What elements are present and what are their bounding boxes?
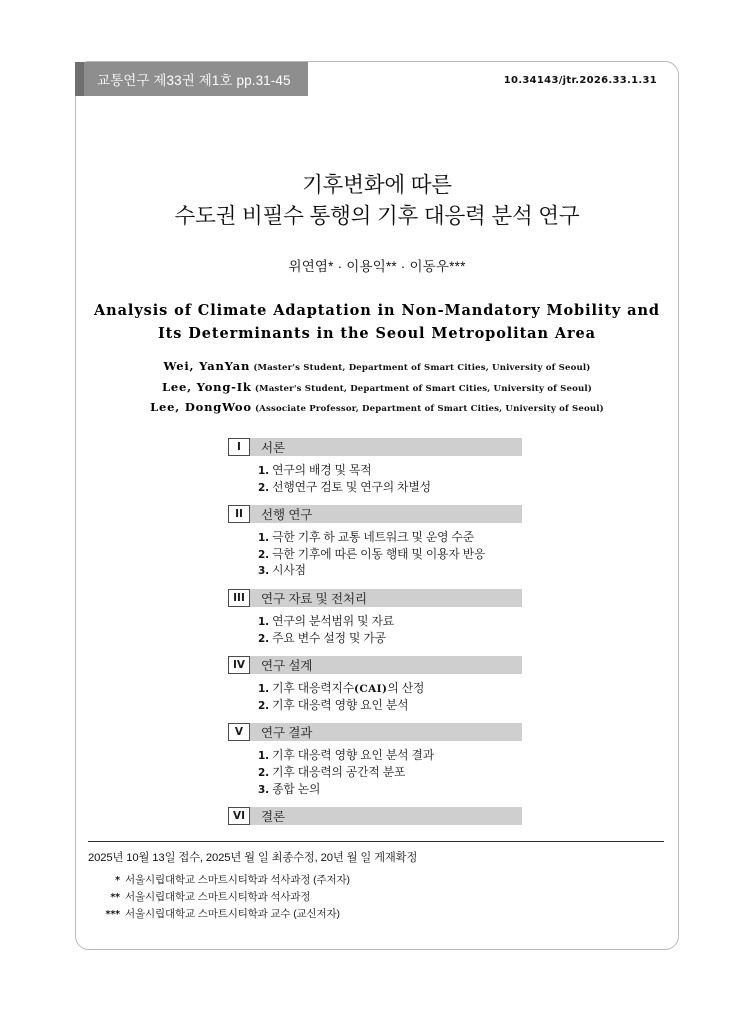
toc-section-title: 연구 결과 — [250, 723, 522, 741]
toc-subitem-index: 2. — [258, 766, 269, 779]
toc-subitem[interactable] — [258, 698, 522, 715]
english-title — [75, 299, 679, 345]
toc-subitem-index: 2. — [258, 481, 269, 494]
toc-section-numeral: V — [228, 723, 250, 741]
toc-subitem[interactable] — [258, 631, 522, 648]
toc-section — [228, 438, 522, 505]
toc-subitem-index: 1. — [258, 615, 269, 628]
english-author-name: Wei, YanYan — [163, 359, 251, 373]
english-author-name: Lee, DongWoo — [150, 400, 252, 414]
korean-authors: 위연염* · 이용익** · 이동우*** — [288, 259, 466, 274]
korean-title — [75, 170, 679, 232]
toc-section — [228, 723, 522, 807]
toc-subitem[interactable] — [258, 681, 522, 698]
footnote-row — [88, 906, 664, 923]
toc-subitem[interactable] — [258, 614, 522, 631]
toc-subitem-index: 2. — [258, 548, 269, 561]
toc-subitem-list — [228, 525, 522, 589]
toc-subitem[interactable] — [258, 563, 522, 580]
journal-reference: 교통연구 제33권 제1호 pp.31-45 — [97, 73, 291, 88]
footnote-marker: * — [115, 875, 120, 886]
toc-section-numeral: I — [228, 438, 250, 456]
toc-section-header[interactable] — [228, 723, 522, 741]
english-title-line-1: Analysis of Climate Adaptation in Non-Mandatory Mobility and — [94, 302, 660, 319]
toc-subitem-label: 시사점 — [269, 563, 306, 578]
toc-subitem[interactable] — [258, 782, 522, 799]
doi-text: 10.34143/jtr.2026.33.1.31 — [503, 75, 657, 86]
toc-subitem-label: 기후 대응력지수 — [269, 681, 354, 696]
toc-subitem-list — [228, 609, 522, 656]
toc-subitem-list — [228, 676, 522, 723]
korean-title-line-1: 기후변화에 따른 — [302, 173, 452, 197]
receipt-dates: 2025년 10월 13일 접수, 2025년 월 일 최종수정, 20년 월 일 게재확정 — [88, 852, 418, 864]
toc-subitem-label: 종합 논의 — [269, 781, 321, 796]
toc-section-header[interactable] — [228, 589, 522, 607]
footnote-text: 서울시립대학교 스마트시티학과 석사과정 — [125, 891, 311, 903]
toc-subitem[interactable] — [258, 463, 522, 480]
toc-section-header[interactable] — [228, 438, 522, 456]
toc-subitem-abbreviation: (CAI) — [353, 683, 388, 696]
toc-section-title: 연구 설계 — [250, 656, 522, 674]
toc-subitem-label: 기후 대응력 영향 요인 분석 — [269, 697, 409, 712]
toc-subitem-list — [228, 743, 522, 807]
toc-section-numeral: II — [228, 505, 250, 523]
toc-subitem-label-suffix: 의 산정 — [387, 681, 425, 696]
toc-section — [228, 505, 522, 589]
toc-subitem-index: 1. — [258, 532, 269, 545]
toc-section — [228, 807, 522, 825]
toc-section-numeral: VI — [228, 807, 250, 825]
toc-subitem[interactable] — [258, 748, 522, 765]
toc-subitem-index: 1. — [258, 683, 269, 696]
footer-divider — [88, 841, 664, 842]
toc-subitem-label: 기후 대응력 영향 요인 분석 결과 — [269, 748, 434, 763]
toc-section-title: 서론 — [250, 438, 522, 456]
toc-section-header[interactable] — [228, 656, 522, 674]
toc-subitem-list — [228, 458, 522, 505]
footnote-row — [88, 889, 664, 906]
toc-subitem-label: 연구의 배경 및 목적 — [269, 463, 372, 477]
toc-subitem-index: 2. — [258, 699, 269, 712]
footnote-row — [88, 872, 664, 889]
toc-subitem-label: 극한 기후에 따른 이동 행태 및 이용자 반응 — [269, 546, 486, 561]
english-author-affiliation: (Associate Professor, Department of Smart Cities, University of Seoul) — [251, 404, 604, 414]
toc-section — [228, 656, 522, 723]
english-author-line — [75, 378, 679, 399]
toc-subitem-label: 주요 변수 설정 및 가공 — [269, 630, 386, 645]
toc-section-title: 결론 — [250, 807, 522, 825]
toc-subitem[interactable] — [258, 530, 522, 547]
toc-subitem-index: 2. — [258, 632, 269, 645]
english-author-affiliation: (Master's Student, Department of Smart Cities, University of Seoul) — [250, 363, 591, 373]
footnote-text: 서울시립대학교 스마트시티학과 교수 (교신저자) — [125, 908, 340, 920]
english-author-line — [75, 398, 679, 419]
toc-subitem-label: 기후 대응력의 공간적 분포 — [269, 764, 406, 779]
english-author-name: Lee, Yong-Ik — [161, 379, 252, 394]
table-of-contents — [228, 438, 522, 827]
toc-section-title: 연구 자료 및 전처리 — [250, 589, 522, 607]
footnote-marker: ** — [110, 892, 120, 903]
toc-section-numeral: IV — [228, 656, 250, 674]
toc-subitem-index: 1. — [258, 465, 269, 477]
english-title-line-2: Its Determinants in the Seoul Metropolitan Area — [158, 325, 596, 342]
toc-section-title: 선행 연구 — [250, 505, 522, 523]
masthead-banner — [75, 62, 308, 96]
toc-subitem-label: 연구의 분석범위 및 자료 — [269, 613, 394, 628]
footnote-text: 서울시립대학교 스마트시티학과 석사과정 (주저자) — [125, 874, 350, 886]
footnote-marker: *** — [105, 909, 120, 920]
masthead-accent-strip — [75, 62, 84, 96]
toc-subitem-index: 3. — [258, 783, 269, 796]
english-author-line — [75, 357, 679, 378]
english-author-affiliation: (Master's Student, Department of Smart Cities, University of Seoul) — [251, 383, 593, 394]
english-authors — [75, 357, 679, 419]
toc-section-header[interactable] — [228, 505, 522, 523]
footer — [88, 849, 664, 923]
korean-title-line-2: 수도권 비필수 통행의 기후 대응력 분석 연구 — [174, 204, 580, 228]
toc-subitem-index: 1. — [258, 750, 269, 763]
toc-subitem-label: 선행연구 검토 및 연구의 차별성 — [269, 479, 431, 494]
toc-subitem[interactable] — [258, 480, 522, 497]
toc-section — [228, 589, 522, 656]
toc-subitem-label: 극한 기후 하 교통 네트워크 및 운영 수준 — [269, 530, 474, 545]
author-footnotes — [88, 872, 664, 923]
toc-subitem[interactable] — [258, 547, 522, 564]
toc-section-header[interactable] — [228, 807, 522, 825]
toc-subitem[interactable] — [258, 765, 522, 782]
toc-section-numeral: III — [228, 589, 250, 607]
toc-subitem-index: 3. — [258, 565, 269, 578]
